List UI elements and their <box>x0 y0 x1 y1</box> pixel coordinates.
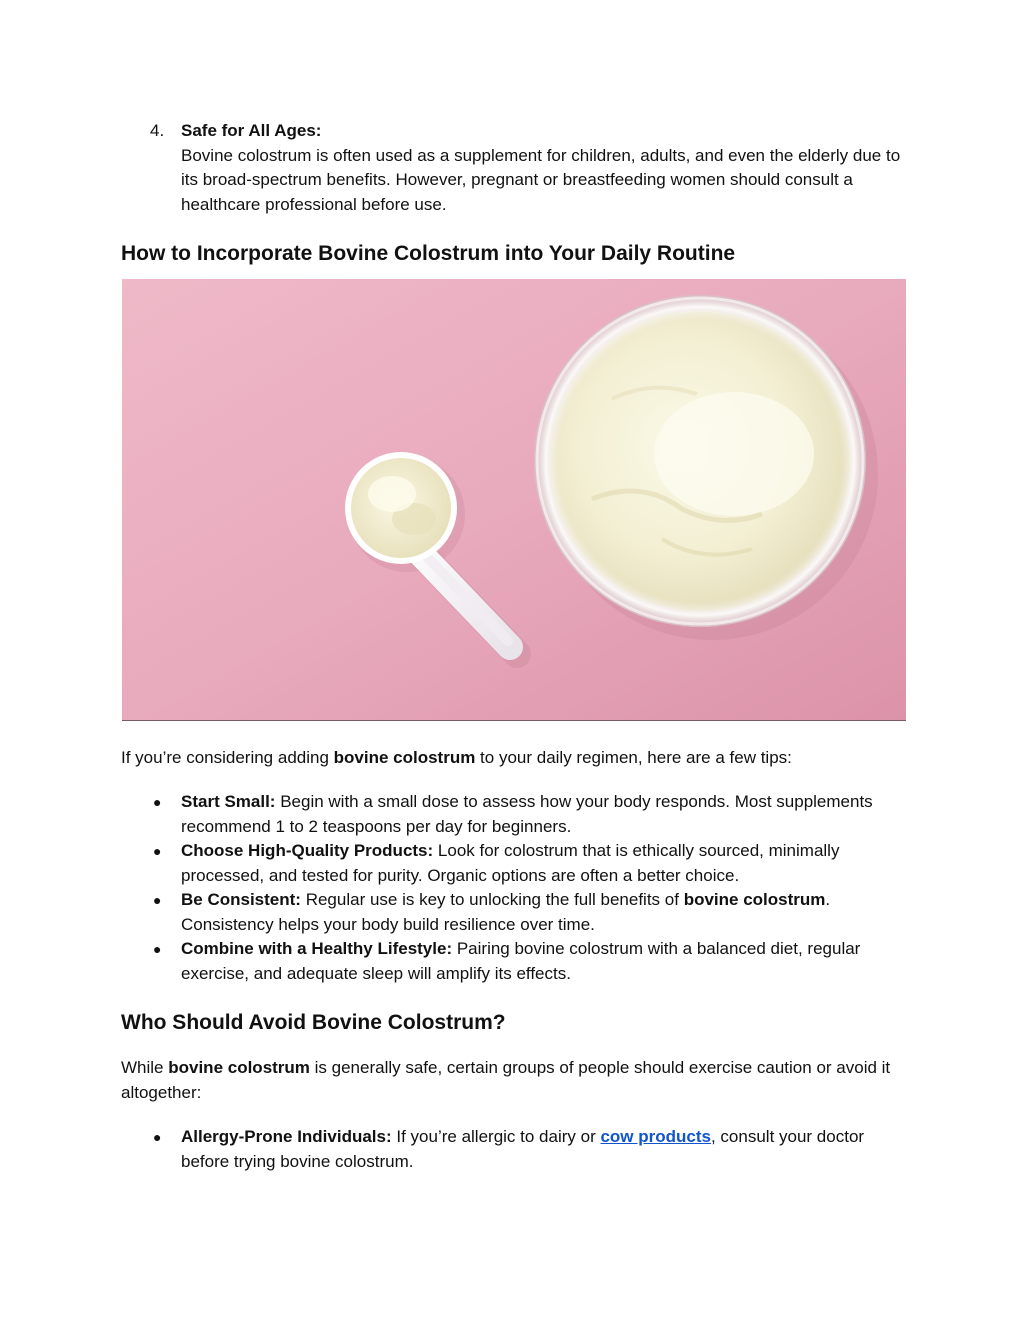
section-heading-avoid: Who Should Avoid Bovine Colostrum? <box>121 1011 506 1034</box>
bullet-icon: ● <box>153 892 162 908</box>
intro-text-end: to your daily regimen, here are a few tips: <box>475 748 792 767</box>
tip-bold-term: bovine colostrum <box>683 890 826 909</box>
photo-illustration <box>122 279 906 720</box>
tip-text-end: . Consistency helps your body build resilience over time. <box>181 890 831 934</box>
tip-title: Be Consistent: <box>181 890 301 909</box>
numbered-list-item-4 <box>121 119 911 217</box>
list-item <box>121 888 911 937</box>
avoid-item-text-end: , consult your doctor before trying bovine colostrum. <box>181 1127 865 1171</box>
tip-text: Begin with a small dose to assess how your body responds. Most supplements recommend 1 to 2 teaspoons per day for beginners. <box>181 792 873 836</box>
list-number: 4. <box>150 121 165 140</box>
bullet-icon: ● <box>153 794 162 810</box>
avoid-item-title: Allergy-Prone Individuals: <box>181 1127 392 1146</box>
intro-bold-term: bovine colostrum <box>333 748 476 767</box>
tip-text: Regular use is key to unlocking the full benefits of <box>300 890 684 909</box>
avoid-intro-start: While <box>121 1058 169 1077</box>
tips-intro-paragraph <box>121 746 911 771</box>
bullet-icon: ● <box>153 1129 162 1145</box>
avoid-bold-term: bovine colostrum <box>168 1058 310 1077</box>
tip-text: Pairing bovine colostrum with a balanced diet, regular exercise, and adequate sleep will amplify its effects. <box>181 939 861 983</box>
section-heading-routine: How to Incorporate Bovine Colostrum into Your Daily Routine <box>121 242 736 265</box>
bullet-icon: ● <box>153 941 162 957</box>
intro-text-start: If you’re considering adding <box>121 748 334 767</box>
bullet-icon: ● <box>153 843 162 859</box>
list-item <box>121 790 911 839</box>
list-item <box>121 937 911 986</box>
cow-products-link[interactable]: cow products <box>600 1127 711 1146</box>
list-item <box>121 839 911 888</box>
colostrum-photo <box>122 279 906 721</box>
tip-title: Start Small: <box>181 792 276 811</box>
list-item-title: Safe for All Ages: <box>181 121 322 140</box>
avoid-intro-paragraph <box>121 1056 911 1105</box>
tip-title: Combine with a Healthy Lifestyle: <box>181 939 453 958</box>
tips-bullet-list <box>121 790 911 986</box>
tip-title: Choose High-Quality Products: <box>181 841 434 860</box>
tip-text: Look for colostrum that is ethically sourced, minimally processed, and tested for purity. Organic options are often a better choice. <box>181 841 840 885</box>
avoid-intro-end: is generally safe, certain groups of people should exercise caution or avoid it altogether: <box>121 1058 891 1102</box>
list-item-body <box>181 119 911 217</box>
avoid-bullet-list <box>121 1125 911 1174</box>
list-item <box>121 1125 911 1174</box>
list-item-text: Bovine colostrum is often used as a supplement for children, adults, and even the elderly due to its broad-spectrum benefits. However, pregnant or breastfeeding women should consult a healthcare professional before use. <box>181 145 901 214</box>
avoid-item-text: If you’re allergic to dairy or <box>391 1127 601 1146</box>
